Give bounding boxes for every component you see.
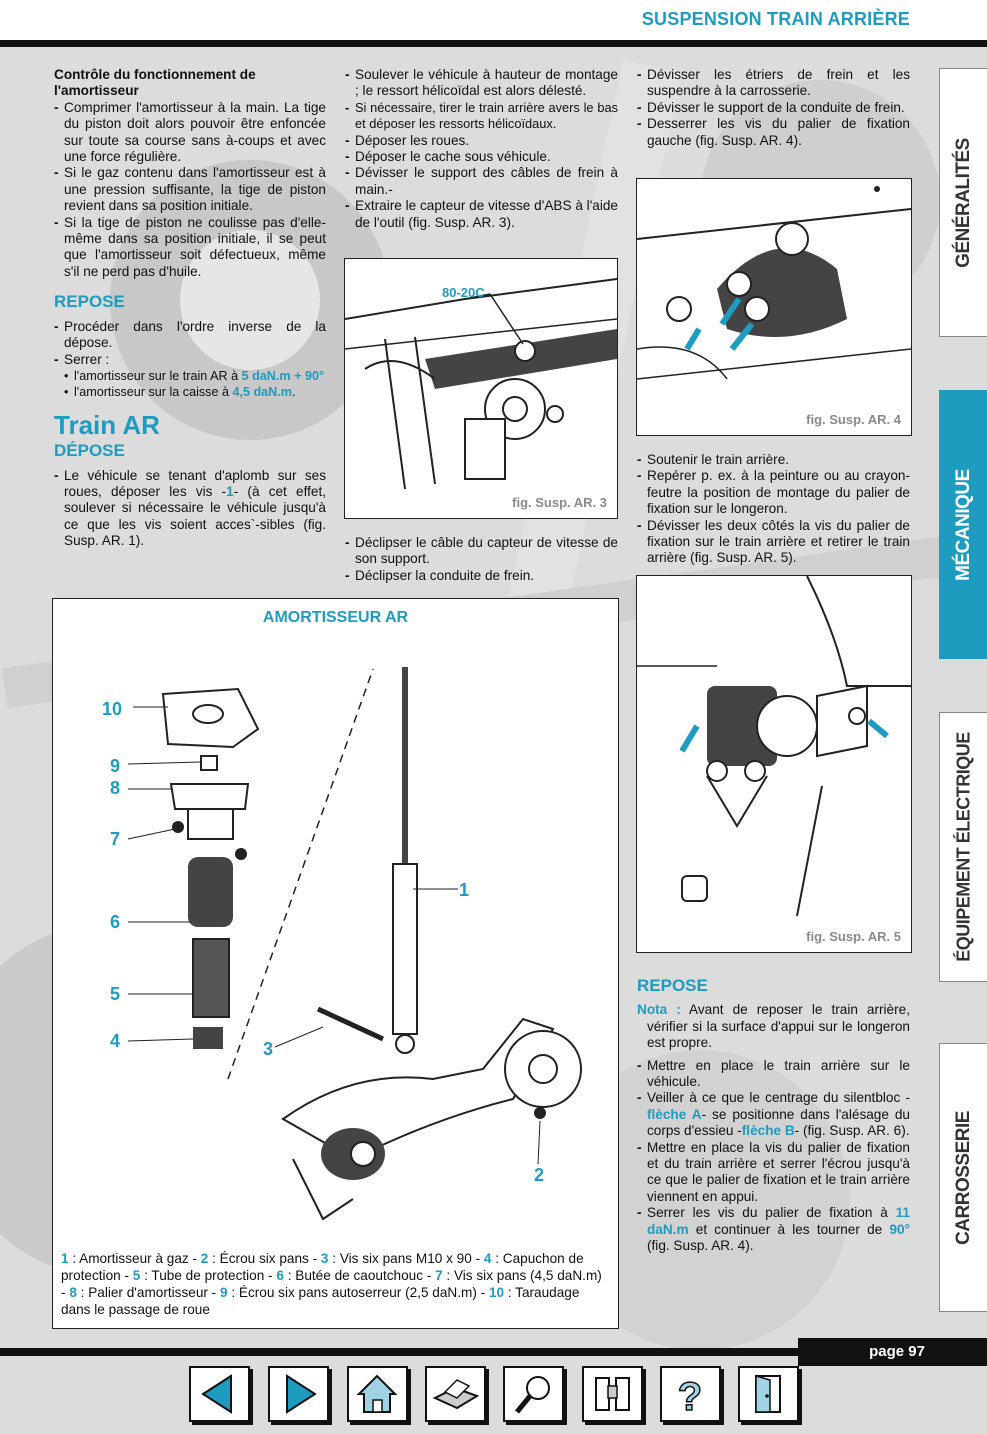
torque-value: 11 daN.m [647,1205,910,1237]
tab-generalites[interactable] [939,68,987,337]
column-3-bottom [637,978,910,1255]
page-number-box [798,1338,987,1366]
depose-step: - Desserrer les vis du palier de fixation gauche (fig. Susp. AR. 4). [637,116,910,149]
callout-2: 2 [534,1165,545,1185]
arrow-label: flèche B [741,1123,795,1139]
depose-text: Le véhicule se tenant d'aplomb sur ses roues, déposer les vis - [64,467,326,499]
callout-5: 5 [110,984,121,1004]
tab-label: CARROSSERIE [952,1110,974,1245]
depose-step: - Soutenir le train arrière. [637,452,910,468]
callout-10: 10 [102,699,123,719]
mount-bearing-drawing [637,179,911,435]
arrow-right-icon [270,1368,327,1420]
depose-item [54,468,326,550]
legend-number: 10 [488,1285,505,1300]
torque-item [54,368,326,384]
tab-label: GÉNÉRALITÉS [952,137,974,268]
legend-text: : Taraudage dans le passage de roue [61,1285,580,1317]
column-2-after-figure [345,535,618,584]
legend-number: 5 [132,1268,141,1283]
depose-step: - Déclipser la conduite de frein. [345,568,618,584]
header-bar [0,0,987,40]
depose-step: - Soulever le véhicule à hauteur de montage ; le ressort hélicoïdal est alors délesté. [345,67,618,100]
depose-step: - Déposer le cache sous véhicule. [345,149,618,165]
nota-text: Avant de reposer le train arrière, vérifier si la surface d'appui sur le longeron est propre. [647,1002,910,1051]
callout-8: 8 [110,778,121,798]
callout-3: 3 [263,1039,274,1059]
repose-text: (fig. Susp. AR. 4). [647,1238,754,1254]
repose-heading: REPOSE [54,292,125,312]
torque-text: l'amortisseur sur la caisse à [74,385,233,400]
depose-step: - Extraire le capteur de vitesse d'ABS à l'aide de l'outil (fig. Susp. AR. 3). [345,198,618,231]
tab-equipement-electrique[interactable] [939,712,987,982]
control-item: - Si le gaz contenu dans l'amortisseur est à une pression suffisante, la tige de piston revient dans sa position initiale. [54,165,326,214]
legend-number: 3 [320,1251,329,1266]
punctuation: . [291,385,296,400]
legend-text: : Capuchon de protection - [61,1251,584,1283]
depose-text: - (à cet effet, soulever si nécessaire le véhicule jusqu'à ce que les vis soient acces`-sibles (fig. Susp. AR. 1). [64,483,326,549]
repose-text: - (fig. Susp. AR. 6). [794,1123,910,1139]
depose-step: - Déposer les roues. [345,133,618,149]
torque-value: 5 daN.m + 90° [241,368,324,383]
legend-text: : Amortisseur à gaz - [68,1251,201,1266]
legend-text: : Écrou six pans - [208,1251,321,1266]
depose-step: - Dévisser le support des câbles de frein à main.- [345,165,618,198]
header-rule [0,40,987,47]
depose-step: - Repérer p. ex. à la peinture ou au crayon-feutre la position de montage du palier de fixation sur le longeron. [637,468,910,517]
repose-step: - Mettre en place le train arrière sur le véhicule. [637,1058,910,1091]
figure-susp-ar-5 [636,575,912,953]
magnifier-icon [505,1368,562,1420]
prev-button[interactable] [189,1366,250,1422]
repose-step [637,1090,910,1139]
depose-heading: DÉPOSE [54,441,125,461]
arrow-label: flèche A [647,1106,702,1122]
binoculars-icon [584,1368,641,1420]
legend-text: : Butée de caoutchouc - [283,1268,436,1283]
figure-caption: fig. Susp. AR. 5 [806,929,901,944]
search-button[interactable] [503,1366,564,1422]
depose-step: - Déclipser le câble du capteur de vitesse de son support. [345,535,618,568]
tab-label: ÉQUIPEMENT ÉLECTRIQUE [953,732,973,962]
figure-caption: fig. Susp. AR. 4 [806,412,901,427]
depose-step: - Dévisser les deux côtés la vis du palier de fixation sur le train arrière et retirer le train arrière (fig. Susp. AR. 5). [637,518,910,567]
repose-text: - se positionne dans l'alésage du corps d'essieu - [647,1106,910,1139]
find-button[interactable] [582,1366,643,1422]
repose-heading: REPOSE [637,976,708,995]
exit-button[interactable] [738,1366,799,1422]
legend-text: : Tube de protection - [140,1268,277,1283]
train-ar-heading: Train AR [54,409,160,440]
repose-text: Serrer les vis du palier de fixation à [647,1205,896,1221]
legend-number: 4 [483,1251,492,1266]
exit-door-icon [740,1368,797,1420]
legend-number: 2 [200,1251,209,1266]
callout-4: 4 [110,1031,121,1051]
svg-text:?: ? [677,1375,703,1419]
control-title: Contrôle du fonctionnement de l'amortisseur [54,67,256,99]
arrow-left-icon [191,1368,248,1420]
legend-number: 9 [219,1285,228,1300]
torque-text: l'amortisseur sur le train AR à [74,368,242,383]
depose-step: - Dévisser les étriers de frein et les suspendre à la carrosserie. [637,67,910,100]
panel-legend [61,1250,610,1318]
callout-9: 9 [110,756,121,776]
part-number: 1 [226,483,234,499]
repose-item: - Procéder dans l'ordre inverse de la dépose. [54,319,326,352]
shock-absorber-panel [52,598,619,1329]
figure-caption: fig. Susp. AR. 3 [512,495,607,510]
page-number: page 97 [869,1343,925,1360]
legend-text: : Vis six pans M10 x 90 - [328,1251,484,1266]
question-mark-icon [662,1368,719,1420]
figure-susp-ar-4 [636,178,912,436]
nota-label: Nota : [637,1002,681,1018]
repose-step [637,1205,910,1254]
legend-number: 7 [435,1268,443,1283]
depose-step: - Dévisser le support de la conduite de frein. [637,100,910,116]
column-2 [345,67,618,231]
legend-text: : Vis six pans (4,5 daN.m) - [61,1268,602,1300]
printer-icon [427,1368,484,1420]
control-item: - Si la tige de piston ne coulisse pas d'elle-même dans sa position initiale, il se peut que l'amortisseur soit défectueux, même s'il ne perd pas d'huile. [54,215,326,281]
tool-label: 80-20C [442,285,485,300]
legend-text: : Palier d'amortisseur - [76,1285,220,1300]
figure-susp-ar-3 [344,258,618,519]
nota-paragraph [637,1002,910,1051]
legend-number: 6 [276,1268,284,1283]
legend-number: 8 [69,1285,77,1300]
column-3-mid [637,452,910,567]
callout-6: 6 [110,912,121,932]
tab-label: MÉCANIQUE [952,468,974,581]
depose-step: - Si nécessaire, tirer le train arrière avers le bas et déposer les ressorts hélicoïdaux. [345,100,618,133]
repose-text: et continuer à les tourner de [688,1221,890,1237]
callout-1: 1 [459,880,470,900]
exploded-view-drawing [53,599,618,1239]
tab-mecanique[interactable] [939,390,987,659]
axle-bearing-drawing [637,576,911,952]
home-icon [349,1368,406,1420]
control-item: - Comprimer l'amortisseur à la main. La tige du piston doit alors pouvoir être enfoncée sur toute sa course sans à-coups et avec une force régulière. [54,100,326,166]
torque-item [54,384,326,400]
angle-value: 90° [889,1221,910,1237]
home-button[interactable] [347,1366,408,1422]
legend-text: : Écrou six pans autoserreur (2,5 daN.m) - [227,1285,489,1300]
repose-item: - Serrer : [54,352,326,368]
column-3 [637,67,910,149]
tab-carrosserie[interactable] [939,1043,987,1312]
repose-step: - Mettre en place la vis du palier de fixation et du train arrière et serrer l'écrou jusqu'à ce que le palier de fixation et le train arrière viennent en appui. [637,1140,910,1206]
callout-7: 7 [110,829,121,849]
page-section-title: SUSPENSION TRAIN ARRIÈRE [641,9,910,29]
panel-title: AMORTISSEUR AR [262,609,409,626]
torque-value: 4,5 daN.m [232,385,292,400]
next-button[interactable] [268,1366,329,1422]
column-1 [54,67,326,550]
legend-number: 1 [61,1251,69,1266]
print-button[interactable] [425,1366,486,1422]
repose-text: Veiller à ce que le centrage du silentbloc - [647,1090,910,1106]
help-button[interactable] [660,1366,721,1422]
